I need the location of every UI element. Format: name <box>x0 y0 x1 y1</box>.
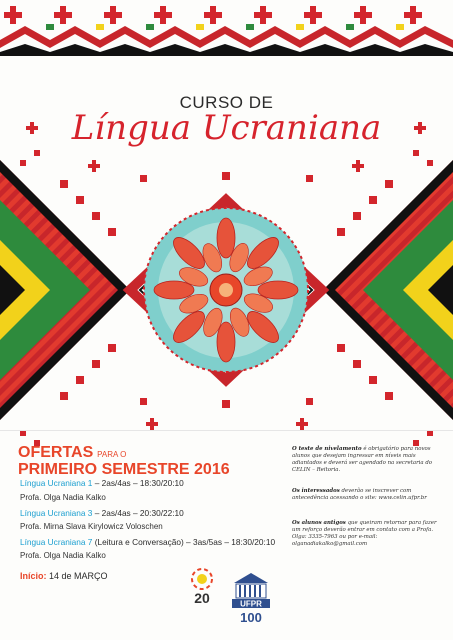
note-leveling-test <box>292 446 442 474</box>
course-title: Língua Ucraniana <box>71 108 382 148</box>
note-leveling-test-lead: O teste de nivelamento <box>292 446 362 452</box>
note-former-students <box>292 520 442 548</box>
ufpr-anniversary: 100 <box>240 610 262 625</box>
start-date <box>20 571 108 581</box>
flower-medallion <box>144 208 308 372</box>
start-date-value: 14 de MARÇO <box>49 571 108 581</box>
course-1-schedule: – 2as/4as – 18:30/20:10 <box>92 478 184 488</box>
course-2-schedule: – 2as/4as – 20:30/22:10 <box>92 508 184 518</box>
note-registration-body: deverão se inscrever com antecedência acessando o site: www.celin.ufpr.br <box>292 488 427 501</box>
offers-word: OFERTAS <box>18 444 94 461</box>
celin-emblem-icon <box>182 565 222 621</box>
course-3 <box>20 537 275 547</box>
note-leveling-test-body: é obrigatório para novos alunos que desejam ingressar em níveis mais adiantados e deverá ser agendado na secretaria do CELIN – Reitoria. <box>292 446 433 473</box>
course-label: CURSO DE <box>179 93 274 112</box>
course-3-name: Língua Ucraniana 7 <box>20 537 93 547</box>
course-2-name: Língua Ucraniana 3 <box>20 508 93 518</box>
course-2 <box>20 508 184 518</box>
offers-connector: PARA O <box>97 450 127 459</box>
note-registration-lead: Os interessados <box>292 488 340 494</box>
course-1-teacher: Profa. Olga Nadia Kalko <box>20 493 106 502</box>
note-registration <box>292 488 442 502</box>
course-2-teacher: Profa. Mirna Slava Kirylowicz Voloschen <box>20 522 163 531</box>
celin-years-number: 20 <box>194 590 210 606</box>
note-former-students-body: que queiram retornar para fazer um reforço deverão entrar em contato com a Profa. Olga: 3335-7963 ou por e-mail: olganadiakalko@gmail.com <box>292 520 437 547</box>
course-1-name: Língua Ucraniana 1 <box>20 478 93 488</box>
start-date-label: Início: <box>20 571 47 581</box>
celin-logo <box>182 565 222 623</box>
note-former-students-lead: Os alunos antigos <box>292 520 346 526</box>
offers-semester: PRIMEIRO SEMESTRE 2016 <box>18 461 230 478</box>
course-1 <box>20 478 184 488</box>
course-3-schedule: (Leitura e Conversação) – 3as/5as – 18:30/20:10 <box>92 537 276 547</box>
course-3-teacher: Profa. Olga Nadia Kalko <box>20 551 106 560</box>
right-embroidery-triangle <box>323 150 453 446</box>
ufpr-building-icon <box>230 569 272 625</box>
offers-heading <box>18 445 230 477</box>
ufpr-name: UFPR <box>240 599 262 609</box>
left-embroidery-triangle <box>0 150 130 446</box>
ufpr-logo <box>230 569 272 625</box>
top-embroidery-border <box>0 0 453 64</box>
